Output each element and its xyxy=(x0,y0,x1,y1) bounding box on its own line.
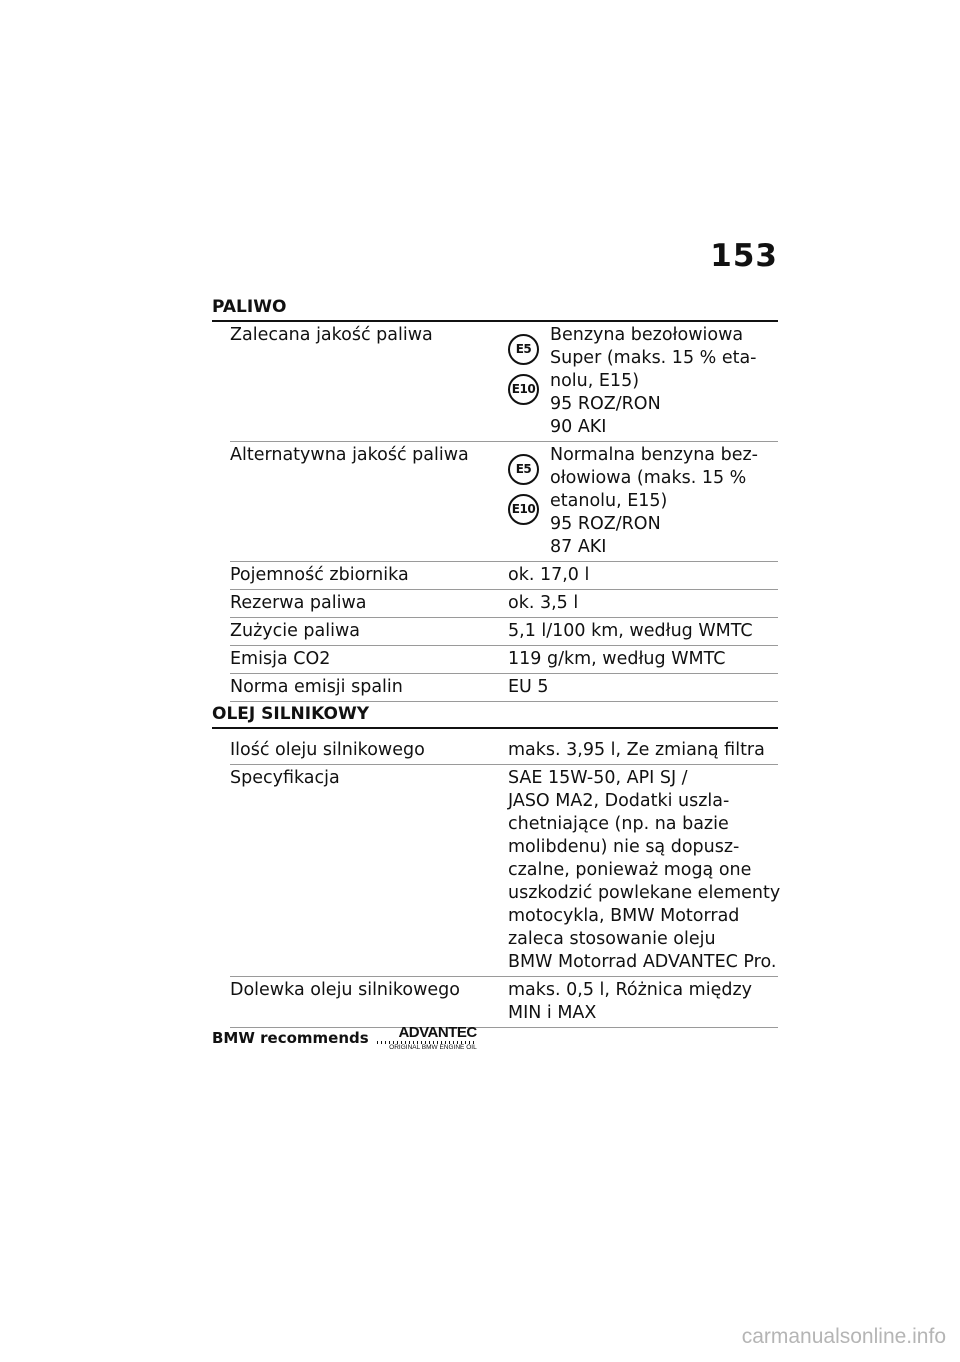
e5-fuel-icon: E5 xyxy=(508,454,539,485)
fuel-section-title: PALIWO xyxy=(212,294,778,322)
advantec-logo-subtitle: ORIGINAL BMW ENGINE OIL xyxy=(389,1044,477,1051)
row-label: Alternatywna jakość paliwa xyxy=(230,445,469,465)
row-label: Norma emisji spalin xyxy=(230,677,403,697)
row-value: 119 g/km, według WMTC xyxy=(508,649,726,669)
value-line: JASO MA2, Dodatki uszla- xyxy=(508,791,730,811)
row-label: Pojemność zbiornika xyxy=(230,565,409,585)
value-line: czalne, ponieważ mogą one xyxy=(508,860,752,880)
e5-fuel-icon: E5 xyxy=(508,334,539,365)
row-value xyxy=(508,322,778,441)
value-line: maks. 0,5 l, Różnica między xyxy=(508,980,752,1000)
oil-section-title: OLEJ SILNIKOWY xyxy=(212,701,778,729)
value-line: BMW Motorrad ADVANTEC Pro. xyxy=(508,952,777,972)
table-row xyxy=(230,977,778,1028)
table-row xyxy=(230,618,778,646)
value-line: Benzyna bezołowiowa xyxy=(550,325,744,345)
bmw-recommends-banner xyxy=(212,1025,477,1052)
table-row xyxy=(230,646,778,674)
value-line: SAE 15W-50, API SJ / xyxy=(508,768,688,788)
value-line: molibdenu) nie są dopusz- xyxy=(508,837,740,857)
brand-text: BMW recommends xyxy=(212,1029,369,1047)
advantec-logo xyxy=(377,1025,477,1052)
value-line: etanolu, E15) xyxy=(550,491,668,511)
value-line: ołowiowa (maks. 15 % xyxy=(550,468,747,488)
fuel-section xyxy=(212,294,778,702)
oil-section xyxy=(212,701,781,1028)
row-value: EU 5 xyxy=(508,677,549,697)
table-row xyxy=(230,442,778,562)
row-value: ok. 3,5 l xyxy=(508,593,579,613)
row-value: 5,1 l/100 km, według WMTC xyxy=(508,621,753,641)
row-label: Zużycie paliwa xyxy=(230,621,361,641)
value-line: uszkodzić powlekane elementy xyxy=(508,883,781,903)
value-line: 87 AKI xyxy=(550,537,607,557)
row-value xyxy=(508,977,778,1027)
row-label: Dolewka oleju silnikowego xyxy=(230,980,460,1000)
advantec-logo-name: ADVANTEC xyxy=(398,1024,477,1041)
value-line: 95 ROZ/RON xyxy=(550,394,661,414)
row-label: Zalecana jakość paliwa xyxy=(230,325,433,345)
value-line: nolu, E15) xyxy=(550,371,640,391)
value-line: MIN i MAX xyxy=(508,1003,597,1023)
page-number: 153 xyxy=(710,238,778,274)
e10-fuel-icon: E10 xyxy=(508,374,539,405)
table-row xyxy=(230,562,778,590)
row-label: Rezerwa paliwa xyxy=(230,593,367,613)
table-row xyxy=(230,737,778,765)
row-label: Specyfikacja xyxy=(230,768,340,788)
value-line: motocykla, BMW Motorrad xyxy=(508,906,740,926)
row-value: ok. 17,0 l xyxy=(508,565,590,585)
row-label: Ilość oleju silnikowego xyxy=(230,740,425,760)
value-line: 95 ROZ/RON xyxy=(550,514,661,534)
value-line: Super (maks. 15 % eta- xyxy=(550,348,757,368)
value-line: 90 AKI xyxy=(550,417,607,437)
value-line: Normalna benzyna bez- xyxy=(550,445,758,465)
row-value xyxy=(508,765,780,976)
row-label: Emisja CO2 xyxy=(230,649,331,669)
table-row xyxy=(230,674,778,702)
table-row xyxy=(230,590,778,618)
value-line: chetniające (np. na bazie xyxy=(508,814,729,834)
row-value: maks. 3,95 l, Ze zmianą filtra xyxy=(508,740,765,760)
table-row xyxy=(230,765,781,977)
value-line: zaleca stosowanie oleju xyxy=(508,929,716,949)
row-value xyxy=(508,442,778,561)
e10-fuel-icon: E10 xyxy=(508,494,539,525)
watermark: carmanualsonline.info xyxy=(741,1325,946,1348)
table-row xyxy=(230,322,778,442)
